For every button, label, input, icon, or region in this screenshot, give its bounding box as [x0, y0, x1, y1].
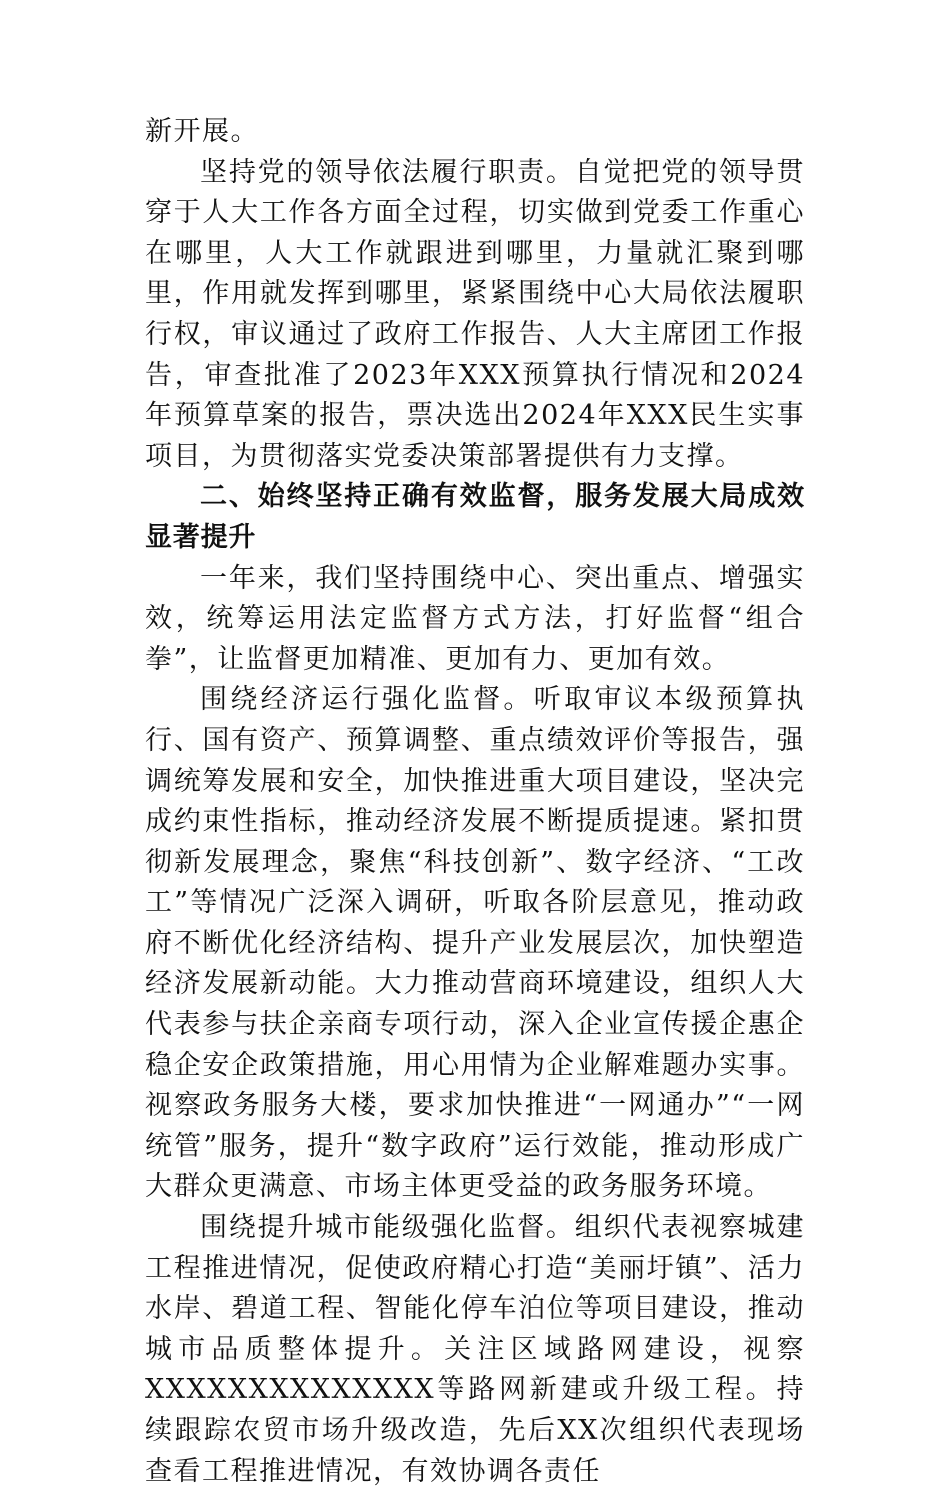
paragraph-party-leadership: 坚持党的领导依法履行职责。自觉把党的领导贯穿于人大工作各方面全过程，切实做到党委工作重心在哪里，人大工作就跟进到哪里，力量就汇聚到哪里，作用就发挥到哪里，紧紧围绕中心大局依法履职行权，审议通过了政府工作报告、人大主席团工作报告，审查批准了2023年XXX预算执行情况和2024年预算草案的报告，票决选出2024年XXX民生实事项目，为贯彻落实党委决策部署提供有力支撑。 [145, 156, 805, 472]
paragraph-economic-supervision: 围绕经济运行强化监督。听取审议本级预算执行、国有资产、预算调整、重点绩效评价等报告，强调统筹发展和安全，加快推进重大项目建设，坚决完成约束性指标，推动经济发展不断提质提速。紧扣贯彻新发展理念，聚焦“科技创新”、数字经济、“工改工”等情况广泛深入调研，听取各阶层意见，推动政府不断优化经济结构、提升产业发展层次，加快塑造经济发展新动能。大力推动营商环境建设，组织人大代表参与扶企亲商专项行动，深入企业宣传援企惠企稳企安企政策措施，用心用情为企业解难题办实事。视察政务服务大楼，要求加快推进“一网通办”“一网统管”服务，提升“数字政府”运行效能，推动形成广大群众更满意、市场主体更受益的政务服务环境。 [145, 684, 805, 1203]
paragraph-year-summary: 一年来，我们坚持围绕中心、突出重点、增强实效，统筹运用法定监督方式方法，打好监督“组合拳”，让监督更加精准、更加有力、更加有效。 [145, 562, 805, 675]
document-body [145, 112, 805, 1492]
paragraph-city-supervision: 围绕提升城市能级强化监督。组织代表视察城建工程推进情况，促使政府精心打造“美丽圩镇”、活力水岸、碧道工程、智能化停车泊位等项目建设，推动城市品质整体提升。关注区域路网建设，视察XXXXXXXXXXXXXX等路网新建或升级工程。持续跟踪农贸市场升级改造，先后XX次组织代表现场查看工程推进情况，有效协调各责任 [145, 1212, 805, 1487]
section-heading-supervision: 二、始终坚持正确有效监督，服务发展大局成效显著提升 [145, 481, 805, 553]
paragraph-continuation: 新开展。 [145, 116, 259, 147]
